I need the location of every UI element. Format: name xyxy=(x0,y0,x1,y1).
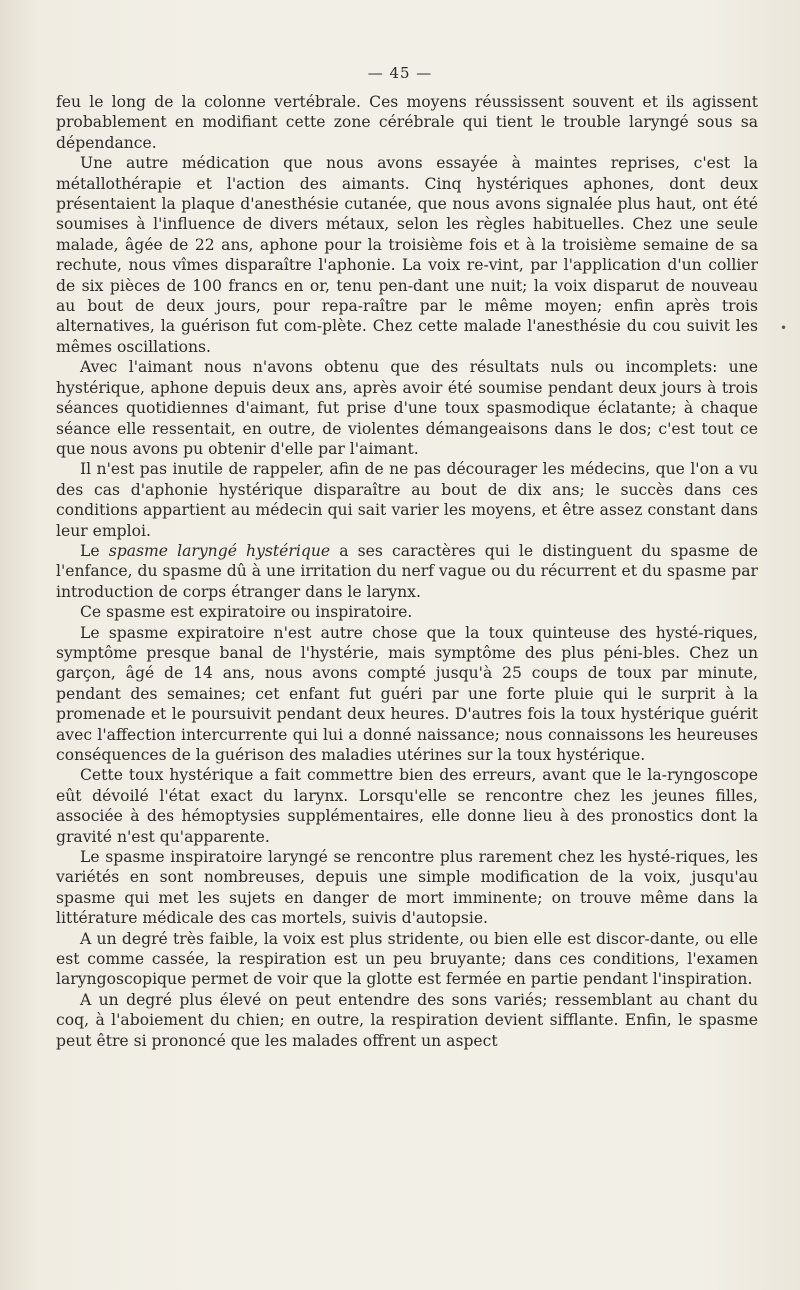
margin-mark: • xyxy=(780,321,788,335)
body-text xyxy=(56,92,758,1051)
paragraph: Il n'est pas inutile de rappeler, afin de ne pas décourager les médecins, que l'on a vu des cas d'aphonie hystérique disparaître au bout de dix ans; le succès dans ces conditions appartient au médecin qui sait varier les moyens, et être assez constant dans leur emploi. xyxy=(56,460,758,540)
paragraph-rest: a ses caractères qui le distinguent du spasme de l'enfance, du spasme dû à une irritation du nerf vague ou du récurrent et du spasme par introduction de corps étranger dans le larynx. xyxy=(56,541,758,601)
paragraph-spasme-laryngé xyxy=(56,541,758,602)
paragraph: Cette toux hystérique a fait commettre bien des erreurs, avant que le la-ryngoscope eût dévoilé l'état exact du larynx. Lorsqu'elle se rencontre chez les jeunes filles, associée à des hémoptysies supplémentaires, elle donne lieu à des pronostics dont la gravité n'est qu'apparente. xyxy=(56,766,758,846)
paragraph: Une autre médication que nous avons essayée à maintes reprises, c'est la métallothérapie et l'action des aimants. Cinq hystériques aphones, dont deux présentaient la plaque d'anesthésie cutanée, que nous avons signalée plus haut, ont été soumises à l'influence de divers métaux, selon les règles habituelles. Chez une seule malade, âgée de 22 ans, aphone pour la troisième fois et à la troisième semaine de sa rechute, nous vîmes disparaître l'aphonie. La voix re-vint, par l'application d'un collier de six pièces de 100 francs en or, tenu pen-dant une nuit; la voix disparut de nouveau au bout de deux jours, pour repa-raître par le même moyen; enfin après trois alternatives, la guérison fut com-plète. Chez cette malade l'anesthésie du cou suivit les mêmes oscillations. xyxy=(56,154,758,356)
page-number: — 45 — xyxy=(367,64,433,82)
paragraph: A un degré plus élevé on peut entendre des sons variés; ressemblant au chant du coq, à l'aboiement du chien; en outre, la respiration devient sifflante. Enfin, le spasme peut être si prononcé que les malades offrent un aspect xyxy=(56,990,758,1050)
italic-lead: spasme laryngé hystérique xyxy=(108,541,331,560)
paragraph: Avec l'aimant nous n'avons obtenu que des résultats nuls ou incomplets: une hystérique, aphone depuis deux ans, après avoir été soumise pendant deux jours à trois séances quotidiennes d'aimant, fut prise d'une toux spasmodique éclatante; à chaque séance elle ressentait, en outre, de violentes démangeaisons dans le dos; c'est tout ce que nous avons pu obtenir d'elle par l'aimant. xyxy=(56,358,758,458)
italic-lead-prefix: Le xyxy=(80,541,109,560)
paragraph: Le spasme inspiratoire laryngé se rencontre plus rarement chez les hysté-riques, les variétés en sont nombreuses, depuis une simple modification de la voix, jusqu'au spasme qui met les sujets en danger de mort imminente; on trouve même dans la littérature médicale des cas mortels, suivis d'autopsie. xyxy=(56,848,758,928)
paragraph: feu le long de la colonne vertébrale. Ces moyens réussissent souvent et ils agissent probablement en modifiant cette zone cérébrale qui tient le trouble laryngé sous sa dépendance. xyxy=(56,93,758,152)
paragraph: A un degré très faible, la voix est plus stridente, ou bien elle est discor-dante, ou elle est comme cassée, la respiration est un peu bruyante; dans ces conditions, l'examen laryngoscopique permet de voir que la glotte est fermée en partie pendant l'inspiration. xyxy=(56,929,758,989)
paragraph: Ce spasme est expiratoire ou inspiratoire. xyxy=(80,603,413,622)
paragraph: Le spasme expiratoire n'est autre chose que la toux quinteuse des hysté-riques, symptôme presque banal de l'hystérie, mais symptôme des plus péni-bles. Chez un garçon, âgé de 14 ans, nous avons compté jusqu'à 25 coups de toux par minute, pendant des semaines; cet enfant fut guéri par une forte pluie qui le surprit à la promenade et le poursuivit pendant deux heures. D'autres fois la toux hystérique guérit avec l'affection intercurrente qui lui a donné naissance; nous connaissons les heureuses conséquences de la guérison des maladies utérines sur la toux hystérique. xyxy=(56,623,758,764)
